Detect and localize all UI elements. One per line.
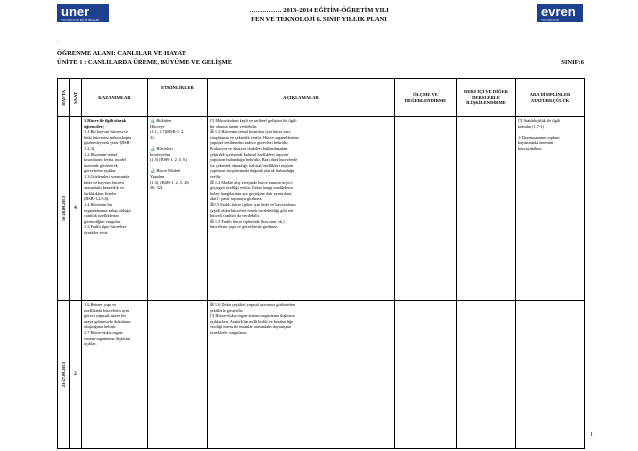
publisher-logo-left: uner YAYINCILIK EĞİTİMLERİ TİC. Ltd.	[57, 4, 109, 22]
text-line: organizmanın sahip olduğu	[84, 207, 131, 213]
week-cell: 23-27.09.2013	[58, 301, 70, 449]
text-line: 1.2.Hücrenin temel	[84, 151, 118, 157]
text-line: gösterdiğini vurgular.	[84, 218, 121, 224]
text-line: çekirdek içerisinde kalıtsal özellikleri taşıyan	[210, 151, 288, 157]
text-line: sistem-organizma ilişkisini	[84, 335, 131, 341]
text-line: verdiği önem ile insanlar arasındaki dayanışma	[210, 324, 292, 330]
text-line: aktif / pasif taşımaya girilmez.	[210, 196, 263, 202]
title-line-2: FEN VE TEKNOLOJİ 6. SINIF YILLIK PLANI	[251, 16, 387, 23]
text-line: (BSB-1,2,5,6).	[84, 196, 110, 202]
assessment-cell	[395, 117, 457, 301]
text-line: bitki hücresini mikroskopta	[84, 134, 132, 140]
text-line: örnekler verir.	[84, 229, 109, 235]
header-activities: ETKİNLİKLER	[148, 79, 208, 117]
text-line: yapıları verilmeden sadece görevleri belirtilir.	[210, 140, 289, 146]
text-line: 🔬 Hücreleri	[150, 145, 173, 151]
page-number: 1	[590, 432, 593, 438]
text-line: Prokaryot ve ökaryot ifadeleri kullanılmadan	[210, 145, 288, 151]
text-line: 1.4.Hücrenin bir	[84, 201, 113, 207]
text-line: ☒ 1.2 Hücrenin temel kısımları için hücre zarı,	[210, 129, 292, 135]
class-label: SINIF:6	[561, 59, 584, 66]
week-cell: 16-20.09.2013	[58, 117, 70, 301]
activities-cell	[148, 117, 208, 301]
text-line: [!] Atatürkçülük ile ilgili	[518, 118, 561, 123]
outcomes-cell	[82, 301, 148, 449]
header-week: HAFTA	[58, 79, 70, 117]
text-line: ☒ 1.6 Doku çeşitleri yapısal ayrıntıya girilmeden	[210, 302, 295, 307]
text-line: verilir.	[210, 173, 222, 179]
text-line: 1.5.Farklı tipte hücrelere	[84, 224, 127, 230]
text-line: çeşitli doku hücreleri örnek verilebildiği gibi tek	[210, 207, 294, 213]
text-line: hücrelerin yapı ve görevlerine girilmez.	[210, 224, 279, 230]
interdisciplinary-cell	[516, 301, 585, 449]
cross-curricular-cell	[457, 117, 516, 301]
table-row	[58, 301, 585, 449]
text-line: 30, 32).	[150, 185, 164, 191]
activities-cell	[148, 301, 208, 449]
text-line: 🔬 Bitkiden	[150, 118, 172, 123]
text-line: ☒ 1.5 Farklı hücre tiplerinde (kas,sinir vb.)	[210, 218, 285, 224]
text-line: açıklarken, Atatürk'ün milli birlik ve beraberliğe	[210, 318, 294, 324]
text-line: 3).	[150, 134, 155, 140]
table-row	[58, 117, 585, 301]
text-line: araya gelmesiyle dokuların	[84, 318, 131, 324]
header-hour: SAAT	[70, 79, 82, 117]
unit-title: ÜNİTE 1 : CANLILARDA ÜREME, BÜYÜME VE GELİŞME	[57, 59, 233, 66]
text-line: ☒ 1.2 Madde alış verişinde hücre zarının seçici-	[210, 179, 294, 185]
text-line: ☒1.5 Farklı hücre tipleri için bitki ve hayvanların	[210, 201, 296, 207]
text-line: 1-Dayanışmanın toplum	[518, 134, 560, 140]
text-line: Hücreye	[150, 123, 165, 129]
text-line: 1.1.Bir hayvan hücresi ve	[84, 129, 129, 135]
text-line: ise çekirdek olmadığı, kalıtsal özellikleri taşıyan	[210, 162, 294, 168]
text-line: İnceleyelim	[150, 151, 171, 157]
text-line: bir okuma metni verilebilir.	[210, 123, 258, 129]
text-line: canlılık özelliklerini	[84, 213, 119, 219]
publisher-logo-right: evren YAYINCILIK EĞİTİMLERİ TİC. Ltd.	[537, 4, 583, 22]
text-line: kolay hangilerinin zor geçtiğine dair ayrıntılara,	[210, 190, 293, 196]
document-title	[0, 6, 638, 24]
cross-curricular-cell	[457, 301, 516, 449]
text-line: oluştuğunu belirtir.	[84, 324, 117, 330]
text-line: görevi yapmak üzere bir	[84, 313, 126, 319]
header-notes: AÇIKLAMALAR	[208, 79, 395, 117]
text-line: kısımlarını levha, model	[84, 157, 126, 163]
text-line: bitki ve hayvan hücresi	[84, 179, 124, 185]
interdisciplinary-cell	[516, 117, 585, 301]
text-line: öğrenciler;	[84, 123, 104, 129]
stray-dot: .	[57, 38, 59, 44]
text-line: 1.6.Benzer yapı ve	[84, 302, 117, 307]
header-cross-curricular: DERS İÇİ VE DİĞER DERSLERLE İLİŞKİLENDİRME	[457, 79, 516, 117]
text-line: hücreli canlılar da verilebilir.	[210, 213, 260, 219]
header-outcomes: KAZANIMLAR	[82, 79, 148, 117]
assessment-cell	[395, 301, 457, 449]
text-line: yapıların sitoplazmada dağınık olarak bulunduğu	[210, 168, 295, 174]
text-line: (1.3), (BSB-1, 2, 5, 28,	[150, 179, 190, 185]
text-line: [!] Hücre-doku-organ-sistem-organizma ilişkisini	[210, 313, 295, 319]
learning-area: ÖĞRENME ALANI: CANLILAR VE HAYAT	[57, 50, 186, 57]
header-interdisciplinary: ARA DİSİPLİNLER ATATÜRKÇÜLÜK	[516, 79, 585, 117]
text-line: 1.7.Hücre-doku-organ-	[84, 329, 124, 335]
text-line: kavrayabilme.	[518, 145, 543, 151]
text-line: geçirgen özelliği verilir. Fakat hangi maddelerin	[210, 185, 293, 191]
text-line: [!] Mikroskobun keşfi ve teriheel gelişimi ile ilgili	[210, 118, 297, 123]
hour-cell: 2	[70, 301, 82, 449]
text-line: görevlerini açıklar.	[84, 168, 117, 174]
text-line: yapıların bulunduğu belirtilir. Bazı ökel hücrelerde	[210, 157, 298, 163]
text-line: üzerinde göstererek	[84, 162, 118, 168]
text-line: özellikteki hücrelerin aynı	[84, 307, 130, 313]
title-line-1: …………… 2013–2014 EĞİTİM-ÖĞRETİM YILI	[249, 7, 389, 14]
text-line: 1.Hücre ile ilgili olarak	[84, 118, 127, 123]
notes-cell	[208, 301, 395, 449]
text-line: konular (1.7-1)	[518, 123, 545, 129]
outcomes-cell	[82, 117, 148, 301]
text-line: şekillerle gösterilir.	[210, 307, 244, 313]
text-line: sitoplazma ve çekirdek verilir. Hücre organellerinin	[210, 134, 299, 140]
text-line: farklılıkları listeler	[84, 190, 117, 196]
text-line: Yapalım	[150, 173, 165, 179]
yearly-plan-table	[57, 78, 585, 449]
text-line: açıklar.	[84, 341, 97, 347]
text-line: 1.2,3).	[84, 145, 96, 151]
text-line: 1.3.Gözlemleri sonucunda	[84, 173, 130, 179]
text-line: hayatındaki önemini	[518, 140, 554, 146]
text-line: örneklerle vurgulanır.	[210, 329, 248, 335]
hour-cell: 4	[70, 117, 82, 301]
text-line: gözlemleyerek çizer (BSB-	[84, 140, 131, 146]
notes-cell	[208, 117, 395, 301]
text-line: 🔬 Hücre Modeli	[150, 168, 181, 174]
text-line: arasındaki benzerlik ve	[84, 185, 124, 191]
header-assessment: ÖLÇME VE DEĞERLENDİRME	[395, 79, 457, 117]
text-line: (1.1; 1.7)(BSB-1, 2,	[150, 129, 185, 135]
text-line: (1.5) (BSB-1, 2 ,5, 6)	[150, 157, 187, 163]
